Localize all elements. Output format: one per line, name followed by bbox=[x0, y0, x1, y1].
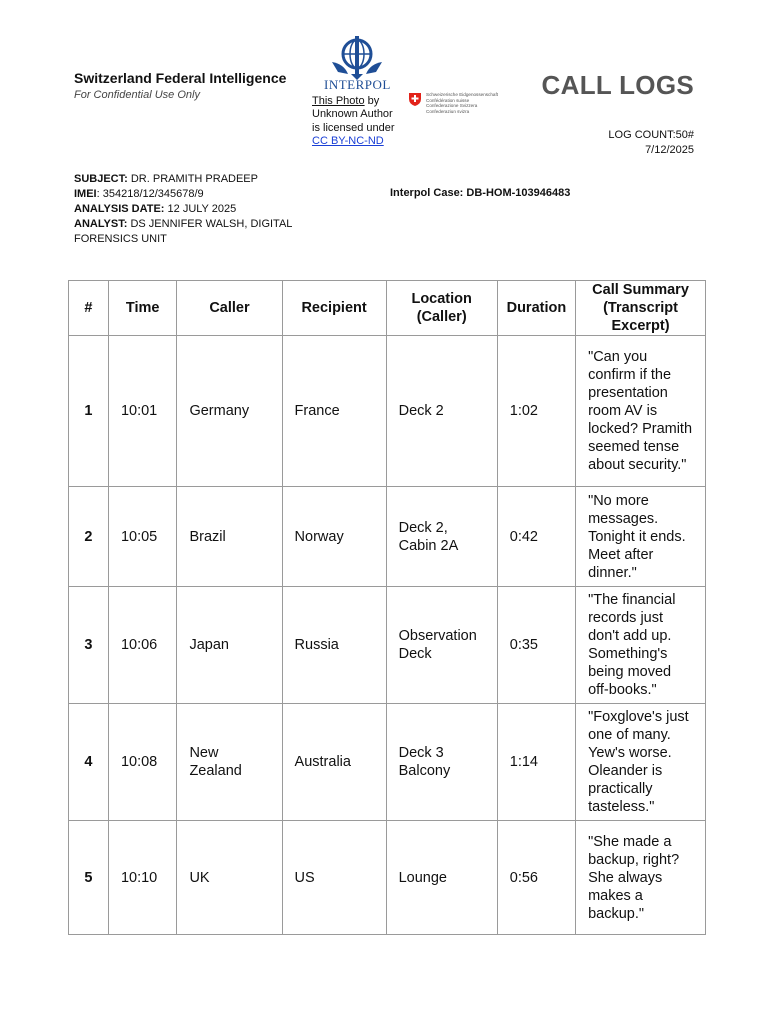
swiss-cross-icon bbox=[408, 92, 422, 106]
analyst-value: DS JENNIFER WALSH, DIGITAL FORENSICS UNIT bbox=[74, 218, 293, 245]
cell-caller: New Zealand bbox=[177, 704, 282, 821]
org-name: Switzerland Federal Intelligence bbox=[74, 70, 287, 86]
cell-location: Lounge bbox=[386, 821, 497, 935]
cell-recipient: Norway bbox=[282, 487, 386, 587]
cell-recipient: France bbox=[282, 336, 386, 487]
cell-recipient: US bbox=[282, 821, 386, 935]
cell-location: Observation Deck bbox=[386, 587, 497, 704]
swiss-text bbox=[426, 92, 516, 114]
cell-time: 10:08 bbox=[108, 704, 177, 821]
cell-time: 10:01 bbox=[108, 336, 177, 487]
interpol-case-number: Interpol Case: DB-HOM-103946483 bbox=[390, 187, 571, 199]
table-row bbox=[69, 704, 706, 821]
cell-num: 1 bbox=[69, 336, 109, 487]
table-header-row bbox=[69, 281, 706, 336]
cell-recipient: Russia bbox=[282, 587, 386, 704]
cell-summary: "Foxglove's just one of many. Yew's worse. Oleander is practically tasteless." bbox=[576, 704, 706, 821]
header-summary: Call Summary (Transcript Excerpt) bbox=[576, 281, 706, 336]
header-caller: Caller bbox=[177, 281, 282, 336]
table-row bbox=[69, 487, 706, 587]
cell-location: Deck 2, Cabin 2A bbox=[386, 487, 497, 587]
cell-caller: Japan bbox=[177, 587, 282, 704]
log-count: LOG COUNT:50# bbox=[608, 129, 694, 141]
cell-num: 3 bbox=[69, 587, 109, 704]
swiss-confederation-logo bbox=[408, 92, 516, 114]
swiss-line: Confederazione Svizzera bbox=[426, 103, 478, 109]
cell-time: 10:06 bbox=[108, 587, 177, 704]
interpol-emblem-icon bbox=[324, 34, 390, 80]
license-link[interactable]: CC BY-NC-ND bbox=[312, 135, 384, 147]
table-row bbox=[69, 336, 706, 487]
credit-license-text: is licensed under bbox=[312, 121, 395, 134]
analysis-date-label: ANALYSIS DATE: bbox=[74, 203, 165, 215]
analyst-label: ANALYST: bbox=[74, 218, 128, 230]
interpol-wordmark: INTERPOL bbox=[324, 77, 391, 92]
cell-duration: 0:42 bbox=[497, 487, 575, 587]
cell-num: 4 bbox=[69, 704, 109, 821]
log-date: 7/12/2025 bbox=[645, 144, 694, 156]
table-row bbox=[69, 587, 706, 704]
subject-line bbox=[74, 172, 324, 187]
cell-duration: 1:02 bbox=[497, 336, 575, 487]
log-meta bbox=[608, 128, 694, 158]
cell-duration: 0:56 bbox=[497, 821, 575, 935]
photo-credit bbox=[312, 95, 407, 149]
cell-caller: Brazil bbox=[177, 487, 282, 587]
cell-duration: 1:14 bbox=[497, 704, 575, 821]
cell-summary: "She made a backup, right? She always makes a backup." bbox=[576, 821, 706, 935]
credit-by: by bbox=[364, 94, 380, 107]
cell-location: Deck 2 bbox=[386, 336, 497, 487]
header-num: # bbox=[69, 281, 109, 336]
imei-value: : 354218/12/345678/9 bbox=[96, 188, 204, 200]
cell-caller: Germany bbox=[177, 336, 282, 487]
interpol-logo-block bbox=[312, 34, 407, 149]
cell-summary: "Can you confirm if the presentation room AV is locked? Pramith seemed tense about security." bbox=[576, 336, 706, 487]
credit-author: Unknown Author bbox=[312, 108, 393, 120]
header-recipient: Recipient bbox=[282, 281, 386, 336]
cell-num: 2 bbox=[69, 487, 109, 587]
swiss-line: Schweizerische Eidgenossenschaft bbox=[426, 92, 499, 97]
subject-label: SUBJECT: bbox=[74, 173, 128, 185]
header-duration: Duration bbox=[497, 281, 575, 336]
cell-num: 5 bbox=[69, 821, 109, 935]
cell-recipient: Australia bbox=[282, 704, 386, 821]
org-header bbox=[74, 70, 304, 101]
header-location: Location (Caller) bbox=[386, 281, 497, 336]
swiss-line: Confédération suisse bbox=[426, 97, 470, 103]
table-row bbox=[69, 821, 706, 935]
cell-duration: 0:35 bbox=[497, 587, 575, 704]
document-title: CALL LOGS bbox=[541, 70, 694, 100]
cell-caller: UK bbox=[177, 821, 282, 935]
imei-line bbox=[74, 187, 324, 202]
photo-link[interactable]: This Photo bbox=[312, 94, 365, 107]
org-subtitle: For Confidential Use Only bbox=[74, 89, 200, 101]
subject-block bbox=[74, 172, 324, 247]
analyst-line bbox=[74, 217, 324, 247]
imei-label: IMEI bbox=[74, 188, 97, 200]
call-log-table bbox=[68, 280, 706, 935]
header-time: Time bbox=[108, 281, 177, 336]
cell-summary: "No more messages. Tonight it ends. Meet after dinner." bbox=[576, 487, 706, 587]
analysis-date-line bbox=[74, 202, 324, 217]
subject-value: DR. PRAMITH PRADEEP bbox=[127, 173, 258, 185]
analysis-date-value: 12 JULY 2025 bbox=[164, 203, 237, 215]
cell-time: 10:10 bbox=[108, 821, 177, 935]
cell-location: Deck 3 Balcony bbox=[386, 704, 497, 821]
swiss-line: Confederaziun svizra bbox=[426, 108, 470, 114]
cell-time: 10:05 bbox=[108, 487, 177, 587]
cell-summary: "The financial records just don't add up. Something's being moved off-books." bbox=[576, 587, 706, 704]
